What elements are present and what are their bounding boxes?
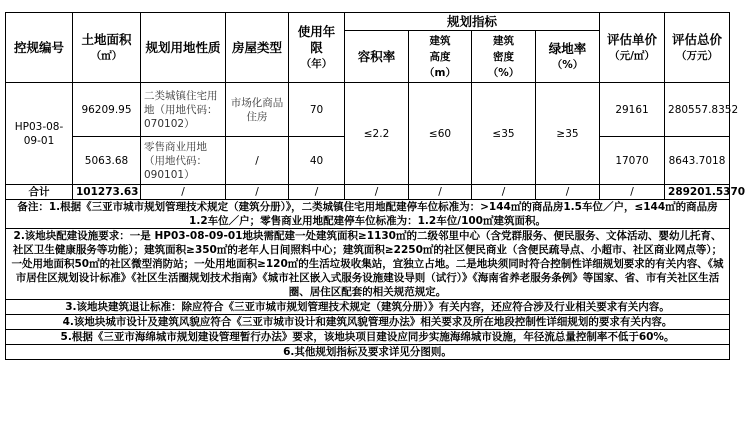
note-6: 6.其他规划指标及要求详见分图则。 <box>6 345 730 360</box>
cell-green: ≥35 <box>536 83 600 185</box>
header-planning: 规划指标 <box>345 13 600 31</box>
cell-unit-price-2: 17070 <box>600 137 665 185</box>
cell-code: HP03-08-09-01 <box>6 83 73 185</box>
header-unit-price-unit: （元/㎡） <box>609 49 655 62</box>
total-slash-height: / <box>409 185 472 200</box>
header-years <box>289 13 345 83</box>
header-area-label: 土地面积 <box>81 31 132 47</box>
header-unit-price <box>600 13 665 83</box>
cell-density: ≤35 <box>472 83 536 185</box>
header-density-label: 建筑 <box>493 34 514 47</box>
cell-unit-price-1: 29161 <box>600 83 665 137</box>
header-density-label2: 密度 <box>493 50 514 63</box>
header-height-label: 建筑 <box>429 34 451 47</box>
header-density <box>472 31 536 83</box>
total-label: 合计 <box>6 185 73 200</box>
cell-years-1: 70 <box>289 83 345 137</box>
note-2: 2.该地块配建设施要求：一是 HP03-08-09-01地块需配建一处建筑面积≥1130㎡的二级邻里中心（含党群服务、便民服务、文体活动、婴幼儿托育、社区卫生健康服务等功能）；建筑面积≥350㎡的老年人日间照料中心；建筑面积≥2250㎡的社区便民商业（含便民疏导点、小超市、社区商业网点等）；一处用地面积50㎡的社区微型消防站；一处用地面积≥120㎡的生活垃圾收集站，宜独立占地。二是地块须同时符合控制性详细规划要求的有关内容、《城市居住区规划设计标准》《社区生活圈规划技术指南》《城市社区嵌入式服务设施建设导则（试行）》《海南省养老服务条例》等国家、省、市有关社区生活圈、居住区配套的相关规范规定。 <box>6 229 730 300</box>
cell-area-2: 5063.68 <box>73 137 141 185</box>
header-height <box>409 31 472 83</box>
header-house-type: 房屋类型 <box>226 13 289 83</box>
header-height-unit: （m） <box>424 66 456 79</box>
cell-house-type-1: 市场化商品住房 <box>226 83 289 137</box>
header-green-unit: （%） <box>551 58 584 71</box>
header-far: 容积率 <box>345 31 409 83</box>
cell-years-2: 40 <box>289 137 345 185</box>
header-unit-price-label: 评估单价 <box>607 31 658 47</box>
total-slash-green: / <box>536 185 600 200</box>
note-1: 备注：1.根据《三亚市城市规划管理技术规定（建筑分册）》，二类城镇住宅用地配建停车位标准为：>144㎡的商品房1.5车位／户，≤144㎡的商品房1.2车位／户；零售商业用地配建停车位标准为：1.2车位/100㎡建筑面积。 <box>6 200 730 229</box>
total-slash-house: / <box>226 185 289 200</box>
cell-house-type-2: / <box>226 137 289 185</box>
note-5: 5.根据《三亚市海绵城市规划建设管理暂行办法》要求，该地块项目建设应同步实施海绵城市设施，年径流总量控制率不低于60%。 <box>6 330 730 345</box>
header-area-unit: （㎡） <box>90 49 123 62</box>
header-green <box>536 31 600 83</box>
header-years-label: 使用年限 <box>297 23 336 55</box>
header-density-unit: （%） <box>487 66 520 79</box>
header-height-label2: 高度 <box>429 50 451 63</box>
header-area <box>73 13 141 83</box>
cell-use-1: 二类城镇住宅用地（用地代码：070102） <box>141 83 226 137</box>
total-slash-price: / <box>600 185 665 200</box>
header-total <box>665 13 730 83</box>
header-years-unit: （年） <box>300 57 333 70</box>
note-3: 3.该地块建筑退让标准：除应符合《三亚市城市规划管理技术规定（建筑分册）》有关内容，还应符合涉及行业相关要求有关内容。 <box>6 300 730 315</box>
total-slash-far: / <box>345 185 409 200</box>
total-area: 101273.63 <box>73 185 141 200</box>
header-total-unit: （万元） <box>676 49 719 62</box>
cell-total-1: 280557.8352 <box>665 83 730 137</box>
total-slash-years: / <box>289 185 345 200</box>
cell-far: ≤2.2 <box>345 83 409 185</box>
cell-total-2: 8643.7018 <box>665 137 730 185</box>
cell-use-2: 零售商业用地（用地代码：090101） <box>141 137 226 185</box>
note-4: 4.该地块城市设计及建筑风貌应符合《三亚市城市设计和建筑风貌管理办法》相关要求及所在地段控制性详细规划的要求有关内容。 <box>6 315 730 330</box>
cell-area-1: 96209.95 <box>73 83 141 137</box>
total-sum: 289201.5370 <box>665 185 730 200</box>
header-land-use: 规划用地性质 <box>141 13 226 83</box>
header-green-label: 绿地率 <box>548 40 587 56</box>
land-assessment-table <box>5 12 745 360</box>
total-slash-use: / <box>141 185 226 200</box>
total-slash-density: / <box>472 185 536 200</box>
cell-height: ≤60 <box>409 83 472 185</box>
header-code: 控规编号 <box>6 13 73 83</box>
header-total-label: 评估总价 <box>672 31 723 47</box>
